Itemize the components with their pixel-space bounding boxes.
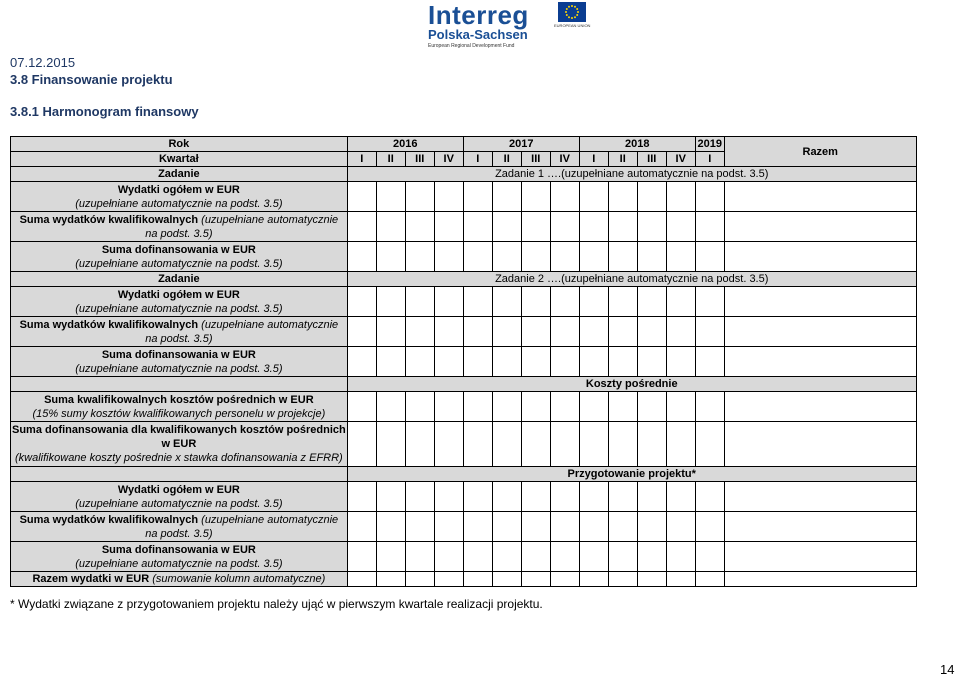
cell-text: na podst. 3.5)	[145, 227, 213, 240]
input-cell[interactable]	[550, 287, 579, 317]
input-cell[interactable]	[434, 212, 463, 242]
input-cell[interactable]	[492, 482, 521, 512]
input-cell[interactable]	[608, 512, 637, 542]
cell-text: II	[619, 153, 626, 165]
input-cell[interactable]	[521, 242, 550, 272]
input-cell[interactable]	[695, 392, 724, 422]
input-cell[interactable]	[347, 347, 376, 377]
table-row	[11, 347, 917, 377]
input-cell[interactable]	[637, 317, 666, 347]
cell-text: (uzupełniane automatycznie na podst. 3.5)	[75, 302, 283, 315]
input-cell[interactable]	[550, 182, 579, 212]
input-cell[interactable]	[666, 422, 695, 467]
suma-kwalifikowalnych-3	[11, 512, 348, 542]
input-cell[interactable]	[492, 512, 521, 542]
input-cell[interactable]	[376, 242, 405, 272]
input-cell[interactable]	[724, 482, 916, 512]
input-cell[interactable]	[695, 572, 724, 587]
input-cell[interactable]	[347, 542, 376, 572]
input-cell[interactable]	[434, 392, 463, 422]
input-cell[interactable]	[492, 212, 521, 242]
table-row	[11, 212, 917, 242]
input-cell[interactable]	[637, 287, 666, 317]
cell-text: Suma kwalifikowalnych kosztów pośrednich w EUR	[44, 393, 314, 406]
input-cell[interactable]	[608, 287, 637, 317]
input-cell[interactable]	[347, 572, 376, 587]
wydatki-ogolem-1	[11, 182, 348, 212]
input-cell[interactable]	[637, 482, 666, 512]
suma-kwalifikowalnych-1	[11, 212, 348, 242]
cell-text: Suma dofinansowania w EUR	[101, 243, 256, 256]
cell-text: (uzupełniane automatycznie na podst. 3.5)	[75, 362, 283, 375]
table-row	[11, 317, 917, 347]
cell-text: Kwartał	[158, 153, 199, 165]
input-cell[interactable]	[608, 212, 637, 242]
year-2017	[463, 137, 579, 152]
year-2016	[347, 137, 463, 152]
input-cell[interactable]	[579, 542, 608, 572]
input-cell[interactable]	[405, 212, 434, 242]
cell-text: Wydatki ogółem w EUR	[117, 483, 240, 496]
input-cell[interactable]	[666, 182, 695, 212]
input-cell[interactable]	[579, 482, 608, 512]
input-cell[interactable]	[550, 317, 579, 347]
logo-program: Polska-Sachsen	[428, 27, 528, 42]
input-cell[interactable]	[666, 212, 695, 242]
input-cell[interactable]	[579, 422, 608, 467]
suma-dofinansowania-3	[11, 542, 348, 572]
cell-text: 2019	[697, 138, 722, 150]
quarter-5	[463, 152, 492, 167]
cell-text: I	[476, 153, 480, 165]
rok-label	[11, 137, 348, 152]
cell-text: (uzupełniane automatycznie na podst. 3.5)	[75, 497, 283, 510]
cell-text: na podst. 3.5)	[145, 332, 213, 345]
input-cell[interactable]	[492, 422, 521, 467]
input-cell[interactable]	[608, 542, 637, 572]
cell-text: III	[415, 153, 425, 165]
quarter-4	[434, 152, 463, 167]
input-cell[interactable]	[347, 317, 376, 347]
cell-text: IV	[675, 153, 686, 165]
input-cell[interactable]	[405, 512, 434, 542]
input-cell[interactable]	[492, 242, 521, 272]
input-cell[interactable]	[550, 572, 579, 587]
input-cell[interactable]	[695, 422, 724, 467]
quarter-9	[579, 152, 608, 167]
cell-text: III	[647, 153, 657, 165]
input-cell[interactable]	[347, 182, 376, 212]
table-body	[11, 137, 917, 587]
input-cell[interactable]	[434, 422, 463, 467]
cell-text: Zadanie	[158, 273, 200, 285]
table-row	[11, 137, 917, 152]
input-cell[interactable]	[666, 347, 695, 377]
input-cell[interactable]	[405, 482, 434, 512]
quarter-7	[521, 152, 550, 167]
table-row	[11, 422, 917, 467]
table-row	[11, 272, 917, 287]
suma-dofinansowania-1	[11, 242, 348, 272]
input-cell[interactable]	[463, 572, 492, 587]
input-cell[interactable]	[724, 182, 916, 212]
table-row	[11, 182, 917, 212]
input-cell[interactable]	[695, 317, 724, 347]
quarter-2	[376, 152, 405, 167]
input-cell[interactable]	[666, 242, 695, 272]
eu-label: EUROPEAN UNION	[554, 23, 591, 28]
input-cell[interactable]	[434, 572, 463, 587]
input-cell[interactable]	[637, 392, 666, 422]
cell-text: Suma dofinansowania w EUR	[101, 348, 256, 361]
input-cell[interactable]	[695, 287, 724, 317]
input-cell[interactable]	[376, 392, 405, 422]
suma-kwalifikowalnych-2	[11, 317, 348, 347]
cell-text: IV	[559, 153, 570, 165]
page-number: 14	[940, 662, 955, 677]
input-cell[interactable]	[695, 512, 724, 542]
kwartal-label	[11, 152, 348, 167]
input-cell[interactable]	[347, 482, 376, 512]
input-cell[interactable]	[579, 572, 608, 587]
input-cell[interactable]	[695, 542, 724, 572]
cell-text: Rok	[168, 138, 190, 150]
cell-text: (uzupełniane automatycznie	[201, 513, 339, 526]
cell-text: (uzupełniane automatycznie na podst. 3.5)	[75, 257, 283, 270]
input-cell[interactable]	[405, 422, 434, 467]
input-cell[interactable]	[463, 242, 492, 272]
input-cell[interactable]	[637, 512, 666, 542]
input-cell[interactable]	[695, 347, 724, 377]
quarter-8	[550, 152, 579, 167]
input-cell[interactable]	[521, 422, 550, 467]
input-cell[interactable]	[550, 512, 579, 542]
table-row	[11, 242, 917, 272]
zadanie1-value	[347, 167, 916, 182]
input-cell[interactable]	[492, 182, 521, 212]
table-row	[11, 512, 917, 542]
input-cell[interactable]	[608, 422, 637, 467]
table-row	[11, 572, 917, 587]
input-cell[interactable]	[608, 572, 637, 587]
cell-text: na podst. 3.5)	[145, 527, 213, 540]
input-cell[interactable]	[376, 182, 405, 212]
table-row	[11, 542, 917, 572]
cell-text: Razem wydatki w EUR	[32, 573, 150, 585]
suma-dof-posrednich	[11, 422, 348, 467]
cell-text: (uzupełniane automatycznie na podst. 3.5)	[75, 197, 283, 210]
input-cell[interactable]	[550, 422, 579, 467]
cell-text: Zadanie 1 ….(uzupełniane automatycznie na podst. 3.5)	[495, 168, 769, 180]
zadanie2-label	[11, 272, 348, 287]
document-date: 07.12.2015	[10, 55, 76, 70]
input-cell[interactable]	[724, 287, 916, 317]
input-cell[interactable]	[579, 392, 608, 422]
input-cell[interactable]	[521, 347, 550, 377]
subsection-title: 3.8.1 Harmonogram finansowy	[10, 104, 199, 119]
logo-brand: Interreg	[428, 0, 529, 30]
input-cell[interactable]	[521, 512, 550, 542]
input-cell[interactable]	[434, 242, 463, 272]
wydatki-ogolem-3	[11, 482, 348, 512]
input-cell[interactable]	[347, 422, 376, 467]
input-cell[interactable]	[637, 422, 666, 467]
przygotowanie-label	[11, 467, 348, 482]
input-cell[interactable]	[463, 482, 492, 512]
quarter-6	[492, 152, 521, 167]
input-cell[interactable]	[550, 242, 579, 272]
input-cell[interactable]	[434, 287, 463, 317]
input-cell[interactable]	[521, 182, 550, 212]
input-cell[interactable]	[405, 317, 434, 347]
razem-header	[724, 137, 916, 167]
input-cell[interactable]	[550, 392, 579, 422]
input-cell[interactable]	[521, 212, 550, 242]
input-cell[interactable]	[405, 347, 434, 377]
year-2018	[579, 137, 695, 152]
suma-kwal-posrednich	[11, 392, 348, 422]
input-cell[interactable]	[376, 212, 405, 242]
cell-text: 2017	[508, 138, 534, 150]
cell-text: Suma dofinansowania dla kwalifikowanych kosztów pośrednich	[12, 424, 346, 436]
eu-flag-icon	[558, 2, 586, 22]
input-cell[interactable]	[492, 317, 521, 347]
input-cell[interactable]	[405, 287, 434, 317]
input-cell[interactable]	[376, 512, 405, 542]
input-cell[interactable]	[637, 182, 666, 212]
input-cell[interactable]	[463, 512, 492, 542]
input-cell[interactable]	[463, 287, 492, 317]
cell-text: (uzupełniane automatycznie	[201, 213, 339, 226]
input-cell[interactable]	[550, 212, 579, 242]
interreg-logo	[428, 2, 590, 50]
cell-text: II	[503, 153, 510, 165]
razem-wydatki	[11, 572, 348, 587]
suma-dofinansowania-2	[11, 347, 348, 377]
koszty-posrednie-header	[347, 377, 916, 392]
input-cell[interactable]	[347, 512, 376, 542]
input-cell[interactable]	[376, 317, 405, 347]
input-cell[interactable]	[434, 482, 463, 512]
input-cell[interactable]	[579, 242, 608, 272]
input-cell[interactable]	[608, 182, 637, 212]
cell-text: Wydatki ogółem w EUR	[117, 183, 240, 196]
quarter-10	[608, 152, 637, 167]
input-cell[interactable]	[521, 317, 550, 347]
input-cell[interactable]	[724, 392, 916, 422]
cell-text: (15% sumy kosztów kwalifikowanych personelu w projekcje)	[32, 407, 326, 420]
cell-text: Zadanie 2 ….(uzupełniane automatycznie na podst. 3.5)	[495, 273, 769, 285]
input-cell[interactable]	[434, 182, 463, 212]
cell-text: (uzupełniane automatycznie na podst. 3.5)	[75, 557, 283, 570]
input-cell[interactable]	[666, 572, 695, 587]
input-cell[interactable]	[492, 392, 521, 422]
input-cell[interactable]	[376, 287, 405, 317]
input-cell[interactable]	[579, 347, 608, 377]
input-cell[interactable]	[695, 482, 724, 512]
input-cell[interactable]	[666, 512, 695, 542]
input-cell[interactable]	[637, 572, 666, 587]
table-row	[11, 482, 917, 512]
input-cell[interactable]	[376, 482, 405, 512]
cell-text: Suma dofinansowania w EUR	[101, 543, 256, 556]
quarter-11	[637, 152, 666, 167]
input-cell[interactable]	[724, 242, 916, 272]
input-cell[interactable]	[463, 422, 492, 467]
input-cell[interactable]	[434, 347, 463, 377]
input-cell[interactable]	[724, 512, 916, 542]
input-cell[interactable]	[666, 287, 695, 317]
cell-text: 2016	[392, 138, 418, 150]
cell-text: Przygotowanie projektu*	[567, 468, 696, 480]
input-cell[interactable]	[376, 542, 405, 572]
cell-text: II	[387, 153, 394, 165]
footnote: * Wydatki związane z przygotowaniem projektu należy ująć w pierwszym kwartale realizacji projektu.	[10, 597, 543, 611]
input-cell[interactable]	[492, 542, 521, 572]
input-cell[interactable]	[695, 212, 724, 242]
table-row	[11, 287, 917, 317]
input-cell[interactable]	[608, 347, 637, 377]
cell-text: 2018	[624, 138, 650, 150]
input-cell[interactable]	[579, 317, 608, 347]
quarter-1	[347, 152, 376, 167]
input-cell[interactable]	[434, 512, 463, 542]
cell-text: (uzupełniane automatycznie	[201, 318, 339, 331]
input-cell[interactable]	[463, 182, 492, 212]
input-cell[interactable]	[405, 242, 434, 272]
input-cell[interactable]	[666, 317, 695, 347]
input-cell[interactable]	[666, 542, 695, 572]
input-cell[interactable]	[666, 482, 695, 512]
input-cell[interactable]	[347, 242, 376, 272]
year-2019	[695, 137, 724, 152]
input-cell[interactable]	[347, 212, 376, 242]
input-cell[interactable]	[376, 347, 405, 377]
przygotowanie-header	[347, 467, 916, 482]
zadanie1-label	[11, 167, 348, 182]
cell-text: I	[360, 153, 364, 165]
input-cell[interactable]	[405, 542, 434, 572]
logo-fund: European Regional Development Fund	[428, 43, 515, 49]
input-cell[interactable]	[637, 542, 666, 572]
cell-text: Suma wydatków kwalifikowalnych	[19, 513, 199, 526]
input-cell[interactable]	[695, 182, 724, 212]
input-cell[interactable]	[637, 242, 666, 272]
input-cell[interactable]	[347, 392, 376, 422]
cell-text: Suma wydatków kwalifikowalnych	[19, 213, 199, 226]
input-cell[interactable]	[637, 347, 666, 377]
input-cell[interactable]	[463, 542, 492, 572]
input-cell[interactable]	[724, 572, 916, 587]
input-cell[interactable]	[724, 212, 916, 242]
zadanie2-value	[347, 272, 916, 287]
quarter-12	[666, 152, 695, 167]
finance-schedule-table	[10, 136, 917, 587]
input-cell[interactable]	[608, 392, 637, 422]
input-cell[interactable]	[608, 317, 637, 347]
input-cell[interactable]	[579, 287, 608, 317]
cell-text: I	[708, 153, 712, 165]
input-cell[interactable]	[434, 542, 463, 572]
table-row	[11, 377, 917, 392]
input-cell[interactable]	[579, 212, 608, 242]
input-cell[interactable]	[463, 317, 492, 347]
koszty-posrednie-label	[11, 377, 348, 392]
input-cell[interactable]	[492, 287, 521, 317]
cell-text: Suma wydatków kwalifikowalnych	[19, 318, 199, 331]
input-cell[interactable]	[434, 317, 463, 347]
input-cell[interactable]	[724, 542, 916, 572]
input-cell[interactable]	[724, 422, 916, 467]
input-cell[interactable]	[724, 347, 916, 377]
cell-text: Razem	[802, 145, 838, 158]
input-cell[interactable]	[550, 347, 579, 377]
input-cell[interactable]	[550, 542, 579, 572]
cell-text: III	[531, 153, 541, 165]
input-cell[interactable]	[637, 212, 666, 242]
input-cell[interactable]	[463, 212, 492, 242]
input-cell[interactable]	[550, 482, 579, 512]
section-title: 3.8 Finansowanie projektu	[10, 72, 173, 87]
input-cell[interactable]	[492, 347, 521, 377]
cell-text: Koszty pośrednie	[585, 378, 678, 390]
cell-text: w EUR	[161, 438, 197, 450]
cell-text: (kwalifikowane koszty pośrednie x stawka dofinansowania z EFRR)	[15, 452, 343, 464]
input-cell[interactable]	[521, 392, 550, 422]
input-cell[interactable]	[666, 392, 695, 422]
cell-text: Zadanie	[158, 168, 200, 180]
input-cell[interactable]	[521, 287, 550, 317]
input-cell[interactable]	[405, 182, 434, 212]
input-cell[interactable]	[521, 542, 550, 572]
table-row	[11, 467, 917, 482]
cell-text: I	[592, 153, 596, 165]
quarter-3	[405, 152, 434, 167]
input-cell[interactable]	[521, 572, 550, 587]
cell-text: Wydatki ogółem w EUR	[117, 288, 240, 301]
wydatki-ogolem-2	[11, 287, 348, 317]
input-cell[interactable]	[724, 317, 916, 347]
input-cell[interactable]	[579, 182, 608, 212]
input-cell[interactable]	[608, 242, 637, 272]
input-cell[interactable]	[405, 572, 434, 587]
input-cell[interactable]	[463, 392, 492, 422]
cell-text: (sumowanie kolumn automatyczne)	[152, 573, 326, 585]
input-cell[interactable]	[376, 572, 405, 587]
input-cell[interactable]	[608, 482, 637, 512]
quarter-13	[695, 152, 724, 167]
cell-text: IV	[443, 153, 454, 165]
input-cell[interactable]	[463, 347, 492, 377]
input-cell[interactable]	[347, 287, 376, 317]
input-cell[interactable]	[492, 572, 521, 587]
input-cell[interactable]	[579, 512, 608, 542]
input-cell[interactable]	[405, 392, 434, 422]
input-cell[interactable]	[695, 242, 724, 272]
table-row	[11, 392, 917, 422]
table-row	[11, 167, 917, 182]
input-cell[interactable]	[521, 482, 550, 512]
input-cell[interactable]	[376, 422, 405, 467]
